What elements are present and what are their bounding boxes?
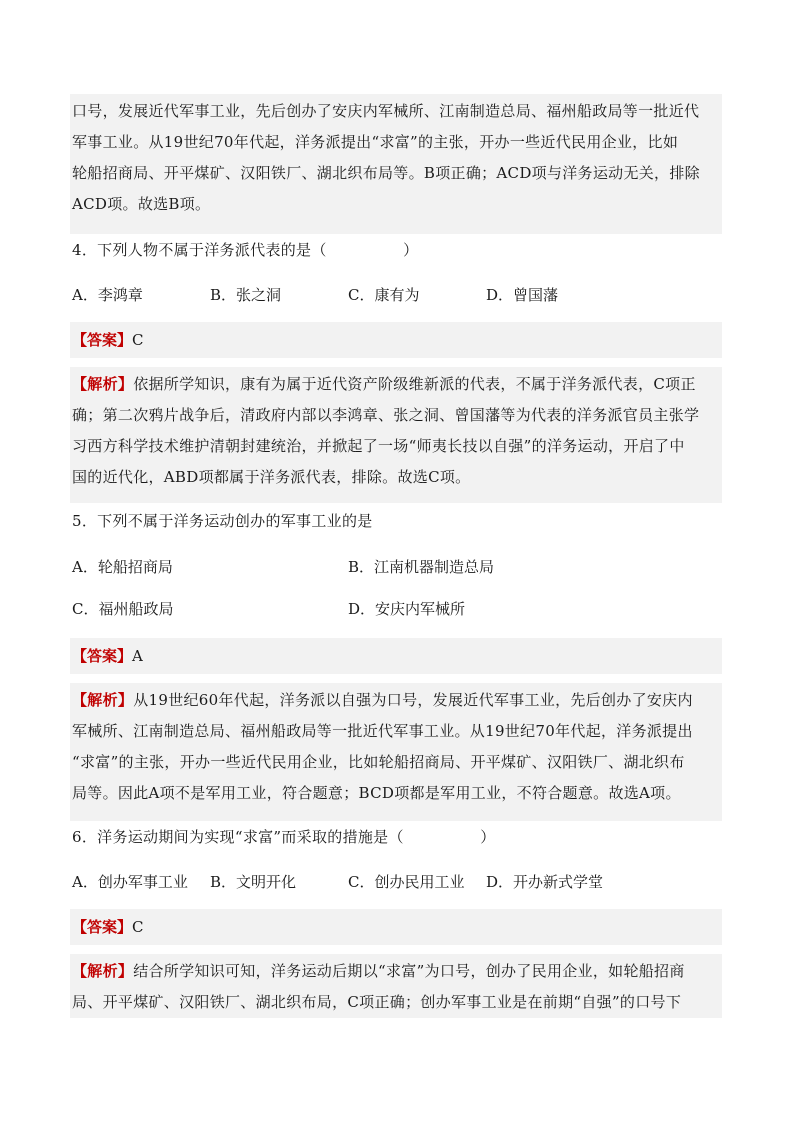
answer-tag: 【答案】 (72, 647, 133, 665)
text-line: 确；第二次鸦片战争后，清政府内部以李鸿章、张之洞、曾国藩等为代表的洋务派官员主张学 (72, 406, 700, 424)
question-4-answer (70, 322, 722, 358)
text-line: 【解析】结合所学知识可知，洋务运动后期以“求富”为口号，创办了民用企业，如轮船招商 (72, 962, 685, 980)
question-5-answer (70, 638, 722, 674)
question-6-option-a: A．创办军事工业 (72, 873, 188, 891)
analysis-tag: 【解析】 (72, 691, 134, 709)
question-6-answer (70, 909, 722, 945)
text-line: ACD项。故选B项。 (72, 195, 211, 213)
question-4-analysis (70, 367, 722, 503)
question-6-analysis (70, 954, 722, 1018)
question-5-option-d: D．安庆内军械所 (348, 600, 466, 618)
analysis-continuation (70, 94, 722, 234)
answer-value: A (132, 647, 143, 665)
question-5-option-c: C．福州船政局 (72, 600, 174, 618)
answer-tag: 【答案】 (72, 331, 133, 349)
answer-value: C (132, 918, 144, 936)
question-4-option-a: A．李鸿章 (72, 286, 143, 304)
text-line: 国的近代化，ABD项都属于洋务派代表，排除。故选C项。 (72, 468, 471, 486)
question-6-option-c: C．创办民用工业 (348, 873, 465, 891)
text-line: 习西方科学技术维护清朝封建统治，并掀起了一场“师夷长技以自强”的洋务运动，开启了中 (72, 437, 685, 455)
question-6-option-d: D．开办新式学堂 (486, 873, 604, 891)
text-line: 【解析】依据所学知识，康有为属于近代资产阶级维新派的代表，不属于洋务派代表，C项正 (72, 375, 696, 393)
question-4-option-c: C．康有为 (348, 286, 420, 304)
question-6-stem: 6．洋务运动期间为实现“求富”而采取的措施是（ ） (72, 828, 496, 846)
question-5-option-b: B．江南机器制造总局 (348, 558, 495, 576)
question-6-option-b: B．文明开化 (210, 873, 297, 891)
question-5-option-a: A．轮船招商局 (72, 558, 173, 576)
text-line: 局等。因此A项不是军用工业，符合题意；BCD项都是军用工业，不符合题意。故选A项。 (72, 784, 681, 802)
text-line: 轮船招商局、开平煤矿、汉阳铁厂、湖北织布局等。B项正确；ACD项与洋务运动无关，排除 (72, 164, 700, 182)
text-line: 军械所、江南制造总局、福州船政局等一批近代军事工业。从19世纪70年代起，洋务派提出 (72, 722, 693, 740)
question-4-option-b: B．张之洞 (210, 286, 282, 304)
text-line: 【解析】从19世纪60年代起，洋务派以自强为口号，发展近代军事工业，先后创办了安庆内 (72, 691, 693, 709)
question-4-option-d: D．曾国藩 (486, 286, 559, 304)
text-line: “求富”的主张，开办一些近代民用企业，比如轮船招商局、开平煤矿、汉阳铁厂、湖北织布 (72, 753, 685, 771)
answer-tag: 【答案】 (72, 918, 133, 936)
analysis-tag: 【解析】 (72, 375, 134, 393)
text-line: 口号，发展近代军事工业，先后创办了安庆内军械所、江南制造总局、福州船政局等一批近代 (72, 102, 700, 120)
question-5-analysis (70, 683, 722, 821)
text-line: 军事工业。从19世纪70年代起，洋务派提出“求富”的主张，开办一些近代民用企业，比如 (72, 133, 679, 151)
text-line: 局、开平煤矿、汉阳铁厂、湖北织布局，C项正确；创办军事工业是在前期“自强”的口号下 (72, 993, 682, 1011)
answer-value: C (132, 331, 144, 349)
analysis-tag: 【解析】 (72, 962, 134, 980)
question-4-stem: 4．下列人物不属于洋务派代表的是（ ） (72, 241, 419, 259)
question-5-stem: 5．下列不属于洋务运动创办的军事工业的是 (72, 512, 373, 530)
